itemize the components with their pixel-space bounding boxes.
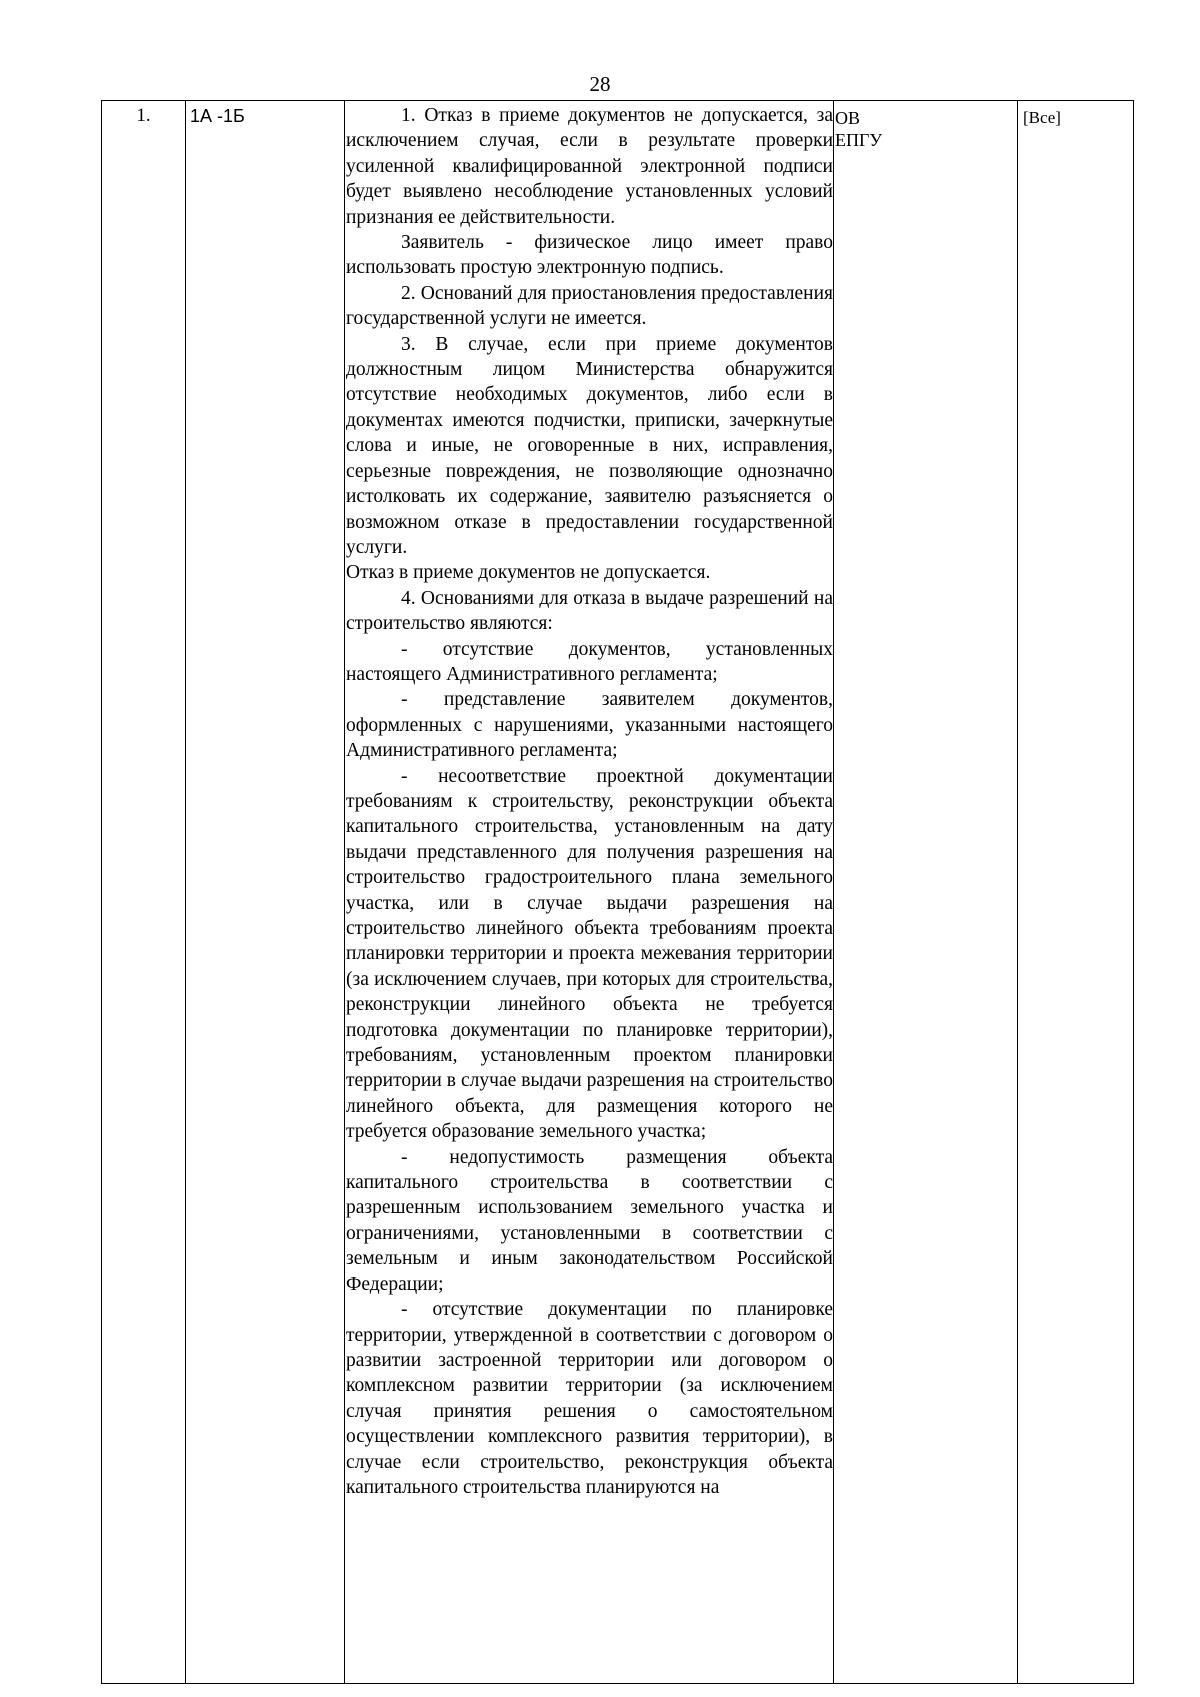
row-text bbox=[345, 101, 834, 1684]
page-number: 28 bbox=[589, 72, 611, 96]
table-row bbox=[102, 101, 1134, 1684]
row-number: 1. bbox=[102, 101, 186, 1684]
paragraph: Заявитель - физическое лицо имеет право использовать простую электронную подпись. bbox=[346, 232, 833, 279]
paragraph: - отсутствие документации по планировке территории, утвержденной в соответствии с договором о развитии застроенной территории или договором о комплексном развитии территории (за исключением случая принятия решения о самостоятельном осуществлении комплексного развития территории), в случае если строительство, реконструкция объекта капитального строительства планируются на bbox=[346, 1299, 833, 1498]
row-scope: [Все] bbox=[1018, 101, 1134, 1684]
paragraph: Отказ в приеме документов не допускается. bbox=[346, 562, 711, 584]
paragraph: 2. Оснований для приостановления предоставления государственной услуги не имеется. bbox=[346, 282, 833, 330]
paragraph: - несоответствие проектной документации требованиям к строительству, реконструкции объекта капитального строительства, установленным на дату выдачи представленного для получения разрешения на строительство градостроительного плана земельного участка, или в случае выдачи разрешения на строительство линейного объекта требованиям проекта планировки территории и проекта межевания территории (за исключением случаев, при которых для строительства, реконструкции линейного объекта не требуется подготовка документации по планировке территории), требованиям, установленным проектом планировки территории в случае выдачи разрешения на строительство линейного объекта, для размещения которого не требуется образование земельного участка; bbox=[346, 765, 833, 1143]
row-authority bbox=[834, 101, 1018, 1684]
paragraph: 1. Отказ в приеме документов не допускается, за исключением случая, если в результате проверки усиленной квалифицированной электронной подписи будет выявлено несоблюдение установленных условий признания ее действительности. bbox=[346, 105, 833, 228]
row-code: 1А -1Б bbox=[186, 101, 345, 1684]
paragraph: - представление заявителем документов, оформленных с нарушениями, указанными настоящего Административного регламента; bbox=[346, 689, 833, 762]
paragraph: - недопустимость размещения объекта капитального строительства в соответствии с разрешенным использованием земельного участка и ограничениями, установленными в соответствии с земельным и иным законодательством Российской Федерации; bbox=[346, 1146, 833, 1295]
paragraph: - отсутствие документов, установленных настоящего Административного регламента; bbox=[346, 638, 833, 685]
paragraph: 4. Основаниями для отказа в выдаче разрешений на строительство являются: bbox=[346, 587, 833, 635]
authority-line: ОВ bbox=[835, 108, 861, 128]
paragraph: 3. В случае, если при приеме документов должностным лицом Министерства обнаружится отсутствие необходимых документов, либо если в документах имеются подчистки, приписки, зачеркнутые слова и иные, не оговоренные в них, исправления, серьезные повреждения, не позволяющие однозначно истолковать их содержание, заявителю разъясняется о возможном отказе в предоставлении государственной услуги. bbox=[346, 333, 833, 558]
requirements-table bbox=[101, 100, 1134, 1684]
authority-line: ЕПГУ bbox=[835, 130, 883, 150]
